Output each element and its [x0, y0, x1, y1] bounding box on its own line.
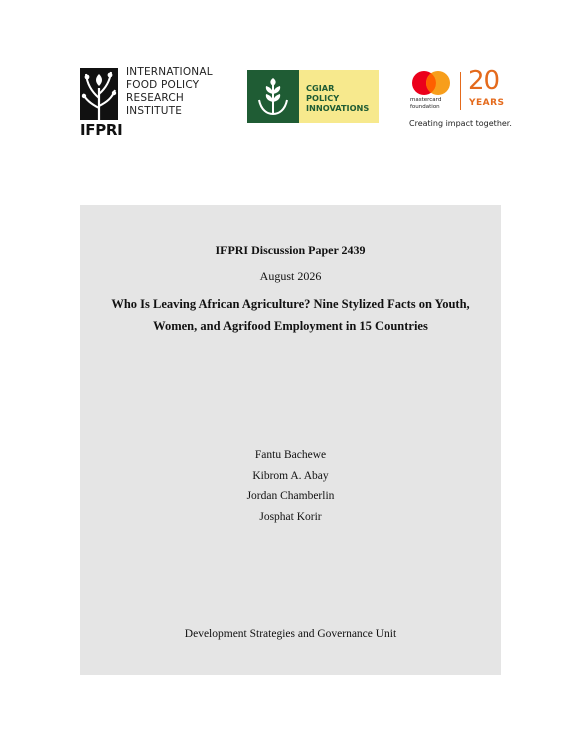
- ifpri-name-line: RESEARCH: [126, 92, 185, 104]
- ifpri-logo: [80, 66, 220, 140]
- cgiar-wordmark: [299, 70, 379, 123]
- ifpri-plant-icon: [80, 68, 118, 120]
- cgiar-line: INNOVATIONS: [306, 103, 370, 113]
- anniversary-word: YEARS: [469, 98, 505, 108]
- mastercard-word: foundation: [410, 103, 440, 110]
- title-line: Who Is Leaving African Agriculture? Nine Stylized Facts on Youth,: [111, 297, 470, 311]
- ifpri-acronym: IFPRI: [80, 121, 123, 139]
- mastercard-circles-icon: [410, 70, 454, 98]
- cgiar-line: CGIAR: [306, 83, 335, 93]
- wheat-icon: [247, 70, 299, 123]
- cover-box: [80, 205, 501, 675]
- author-name: Jordan Chamberlin: [246, 490, 335, 502]
- author-name: Kibrom A. Abay: [252, 469, 329, 482]
- cgiar-line: POLICY: [306, 93, 340, 103]
- anniversary-number: 20: [468, 66, 500, 96]
- author-name: Josphat Korir: [259, 510, 322, 523]
- mastercard-tagline: Creating impact together.: [409, 119, 512, 128]
- cgiar-mark: [247, 70, 299, 123]
- paper-title: [80, 293, 501, 337]
- ifpri-name-line: INTERNATIONAL: [126, 66, 213, 78]
- research-unit: Development Strategies and Governance Unit: [184, 628, 397, 640]
- ifpri-name-line: INSTITUTE: [126, 105, 183, 117]
- cgiar-logo: [247, 70, 379, 123]
- author-name: Fantu Bachewe: [254, 449, 327, 461]
- mastercard-wordmark: [410, 97, 441, 110]
- publication-date: August 2026: [259, 269, 322, 283]
- paper-series: IFPRI Discussion Paper 2439: [215, 243, 366, 257]
- ifpri-name-line: FOOD POLICY: [126, 79, 200, 91]
- mastercard-word: mastercard: [410, 97, 442, 103]
- logo-divider: [460, 72, 461, 110]
- title-line: Women, and Agrifood Employment in 15 Countries: [153, 319, 428, 333]
- ifpri-full-name: [126, 66, 226, 118]
- author-list: [80, 445, 501, 527]
